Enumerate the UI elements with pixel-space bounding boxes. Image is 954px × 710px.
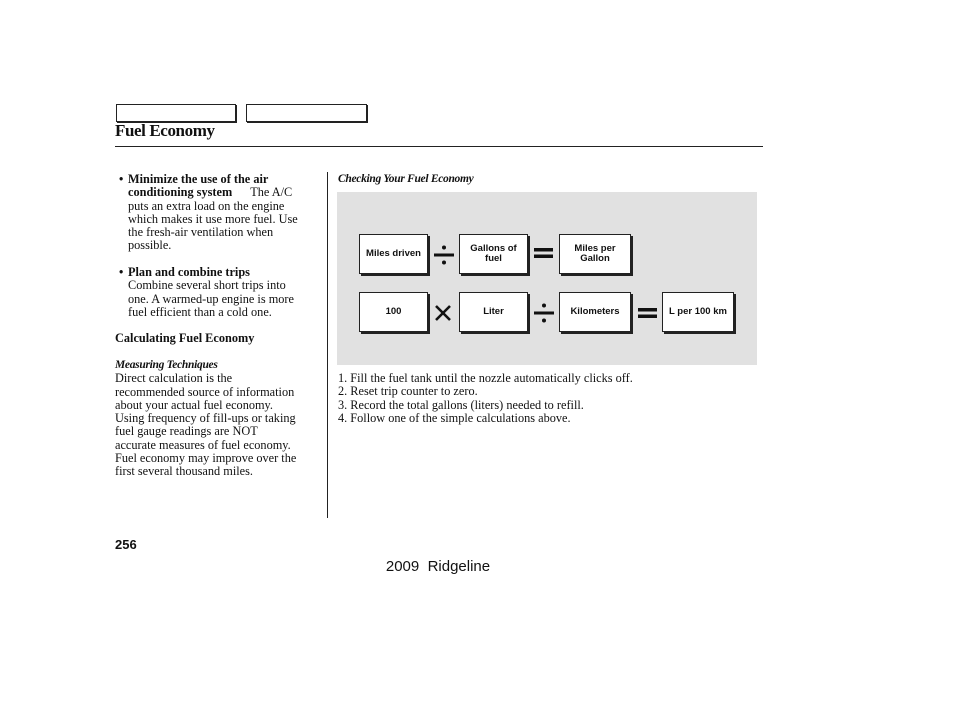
measuring-techniques bbox=[115, 359, 323, 479]
step-item: 1. Fill the fuel tank until the nozzle automatically clicks off. bbox=[338, 371, 633, 385]
measuring-subheading: Measuring Techniques bbox=[115, 359, 218, 371]
paragraph-line: recommended source of information bbox=[115, 384, 295, 399]
box-kilometers: Kilometers bbox=[559, 292, 631, 332]
bullet-combine-trips bbox=[119, 265, 323, 319]
checking-subheading: Checking Your Fuel Economy bbox=[338, 173, 474, 185]
box-l-per-100km: L per 100 km bbox=[662, 292, 734, 332]
divide-icon bbox=[533, 302, 555, 324]
nav-button-1[interactable] bbox=[116, 104, 236, 122]
box-miles-per-gallon: Miles per Gallon bbox=[559, 234, 631, 274]
bullet2-heading: Plan and combine trips bbox=[128, 265, 250, 279]
box-gallons-of-fuel: Gallons of fuel bbox=[459, 234, 528, 274]
paragraph-line: Using frequency of fill-ups or taking bbox=[115, 411, 296, 426]
paragraph-line: about your actual fuel economy. bbox=[115, 397, 273, 412]
paragraph-line: fuel gauge readings are NOT bbox=[115, 424, 258, 439]
bullet-marker: • bbox=[119, 265, 124, 279]
box-100: 100 bbox=[359, 292, 428, 332]
bullet2-body-line: fuel efficient than a cold one. bbox=[128, 304, 272, 319]
equals-icon bbox=[533, 246, 555, 260]
title-rule bbox=[115, 146, 763, 147]
paragraph-line: Direct calculation is the bbox=[115, 371, 233, 386]
bullet2-body-line: Combine several short trips into bbox=[128, 278, 286, 293]
step-item: 2. Reset trip counter to zero. bbox=[338, 384, 478, 399]
step-item: 4. Follow one of the simple calculations above. bbox=[338, 410, 571, 425]
column-divider bbox=[327, 172, 328, 518]
multiply-icon bbox=[434, 304, 452, 322]
steps-list bbox=[338, 372, 748, 425]
footer-model: 2009 Ridgeline bbox=[385, 558, 491, 575]
bullet-marker: • bbox=[119, 172, 124, 186]
paragraph-line: Fuel economy may improve over the bbox=[115, 451, 297, 466]
divide-icon bbox=[433, 244, 455, 266]
bullet1-body-line: the fresh-air ventilation when bbox=[128, 225, 274, 240]
box-liter: Liter bbox=[459, 292, 528, 332]
paragraph-line: first several thousand miles. bbox=[115, 464, 253, 479]
section-heading: Calculating Fuel Economy bbox=[115, 331, 255, 345]
equals-icon bbox=[637, 306, 659, 320]
bullet1-heading-l2: conditioning system bbox=[128, 185, 233, 200]
page-title: Fuel Economy bbox=[115, 121, 215, 140]
bullet1-body-line: puts an extra load on the engine bbox=[128, 198, 285, 213]
bullet1-text-tail: The A/C bbox=[250, 185, 293, 200]
bullet2-body-line: one. A warmed-up engine is more bbox=[128, 291, 294, 306]
box-miles-driven: Miles driven bbox=[359, 234, 428, 274]
calculation-diagram bbox=[337, 192, 757, 365]
page-number: 256 bbox=[115, 537, 137, 552]
bullet-minimize-ac bbox=[119, 172, 323, 253]
paragraph-line: accurate measures of fuel economy. bbox=[115, 437, 291, 452]
bullet1-heading-l1: Minimize the use of the air bbox=[128, 172, 269, 186]
nav-button-2[interactable] bbox=[246, 104, 367, 122]
bullet1-body-line: possible. bbox=[128, 238, 172, 253]
step-item: 3. Record the total gallons (liters) needed to refill. bbox=[338, 397, 584, 412]
bullet1-body-line: which makes it use more fuel. Use bbox=[128, 211, 298, 226]
